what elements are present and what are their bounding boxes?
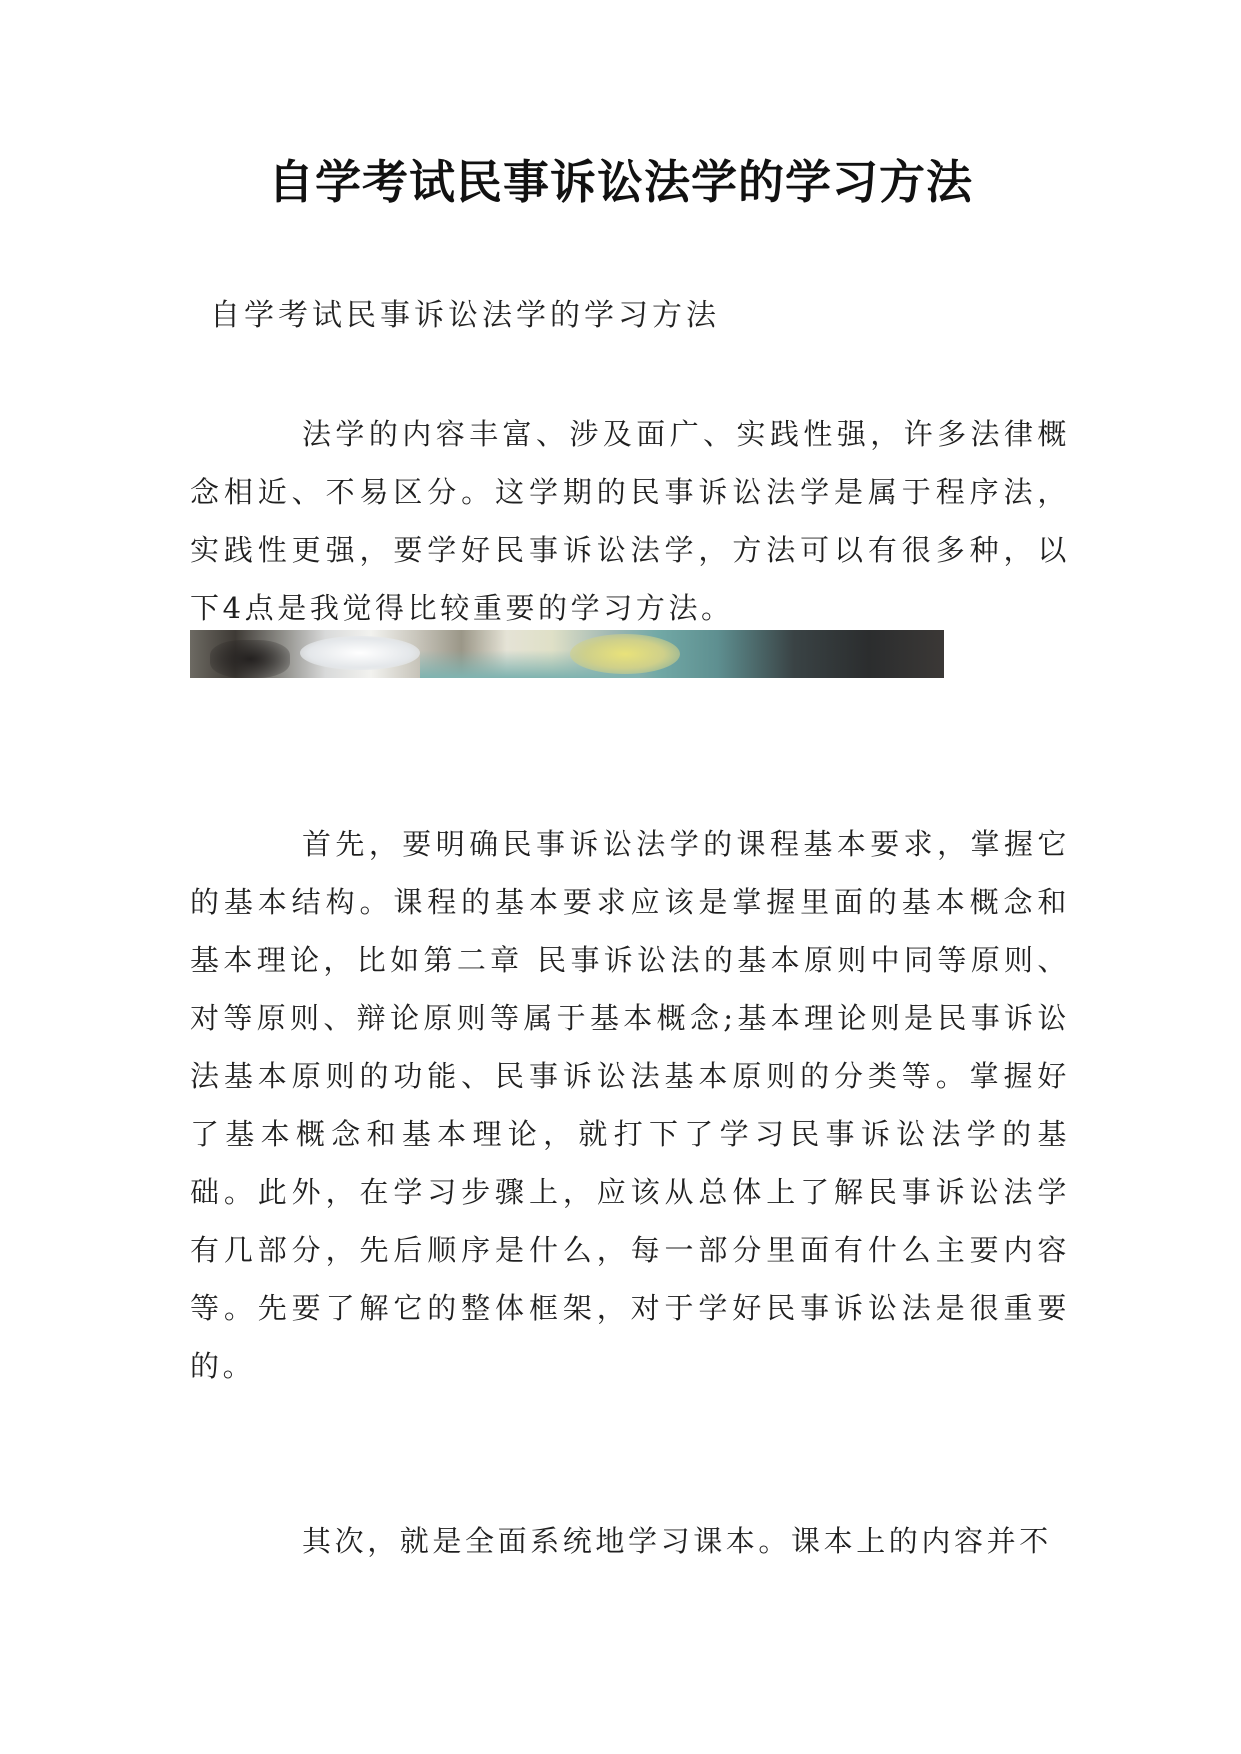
document-subtitle: 自学考试民事诉讼法学的学习方法 — [210, 298, 720, 333]
paragraph-intro: 法学的内容丰富、涉及面广、实践性强，许多法律概念相近、不易区分。这学期的民事诉讼法学是属于程序法，实践性更强，要学好民事诉讼法学，方法可以有很多种，以下4点是我觉得比较重要的学习方法。 — [190, 417, 1070, 625]
document-title: 自学考试民事诉讼法学的学习方法 — [268, 155, 973, 209]
paragraph-first-point: 首先，要明确民事诉讼法学的课程基本要求，掌握它的基本结构。课程的基本要求应该是掌握里面的基本概念和基本理论，比如第二章 民事诉讼法的基本原则中同等原则、对等原则、辩论原则等属于基本概念;基本理论则是民事诉讼法基本原则的功能、民事诉讼法基本原则的分类等。掌握好了基本概念和基本理论，就打下了学习民事诉讼法学的基础。此外，在学习步骤上，应该从总体上了解民事诉讼法学有几部分，先后顺序是什么，每一部分里面有什么主要内容等。先要了解它的整体框架，对于学好民事诉讼法是很重要的。 — [190, 827, 1070, 1383]
paragraph-second-point: 其次，就是全面系统地学习课本。课本上的内容并不 — [302, 1524, 1052, 1558]
cropped-photo — [190, 630, 944, 678]
